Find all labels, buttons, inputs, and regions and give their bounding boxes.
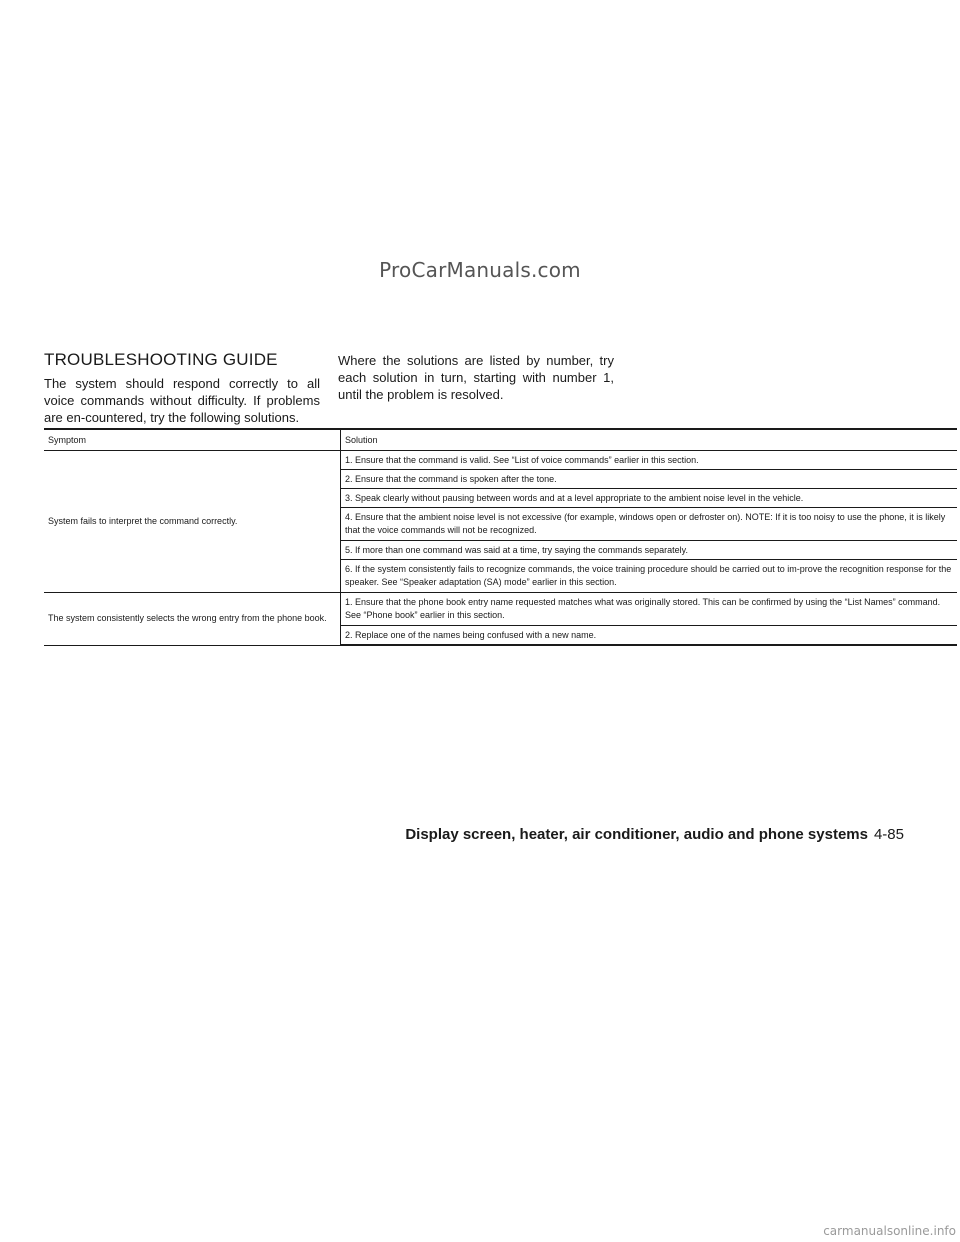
footer-section-name: Display screen, heater, air conditioner, audio and phone systems	[405, 826, 868, 843]
header-symptom: Symptom	[44, 429, 341, 451]
watermark-carmanualsonline: carmanualsonline.info	[823, 1224, 956, 1238]
intro-paragraph-right: Where the solutions are listed by number, try each solution in turn, starting with number 1, until the problem is resolved.	[338, 353, 614, 402]
symptom-interpret-command: System fails to interpret the command correctly.	[44, 451, 341, 593]
header-solution: Solution	[341, 429, 958, 451]
solution-cell: 4. Ensure that the ambient noise level is not excessive (for example, windows open or defroster on). NOTE: If it is too noisy to use the phone, it is likely that the voice commands will not be recognized.	[341, 508, 958, 541]
solution-cell: 2. Ensure that the command is spoken after the tone.	[341, 470, 958, 489]
watermark-procarmanuals: ProCarManuals.com	[379, 258, 581, 282]
solution-cell: 6. If the system consistently fails to recognize commands, the voice training procedure should be carried out to im-prove the recognition response for the speaker. See “Speaker adaptation (SA) mode” earlier in this section.	[341, 560, 958, 593]
table-header-row	[44, 429, 957, 451]
solution-cell: 1. Ensure that the phone book entry name requested matches what was originally stored. This can be confirmed by using the “List Names” command. See “Phone book” earlier in this section.	[341, 593, 958, 626]
table-row	[44, 593, 957, 626]
intro-paragraph-left: The system should respond correctly to all voice commands without difficulty. If problems are en-countered, try the following solutions.	[44, 376, 320, 425]
solution-cell: 5. If more than one command was said at a time, try saying the commands separately.	[341, 541, 958, 560]
table-row	[44, 451, 957, 470]
solution-cell: 2. Replace one of the names being confused with a new name.	[341, 626, 958, 646]
troubleshooting-table	[44, 428, 957, 646]
page-footer	[405, 826, 904, 843]
solution-cell: 3. Speak clearly without pausing between words and at a level appropriate to the ambient noise level in the vehicle.	[341, 489, 958, 508]
footer-page-number: 4-85	[873, 826, 904, 843]
symptom-wrong-entry: The system consistently selects the wrong entry from the phone book.	[44, 593, 341, 646]
solution-cell: 1. Ensure that the command is valid. See “List of voice commands” earlier in this section.	[341, 451, 958, 470]
section-title: TROUBLESHOOTING GUIDE	[44, 350, 278, 369]
